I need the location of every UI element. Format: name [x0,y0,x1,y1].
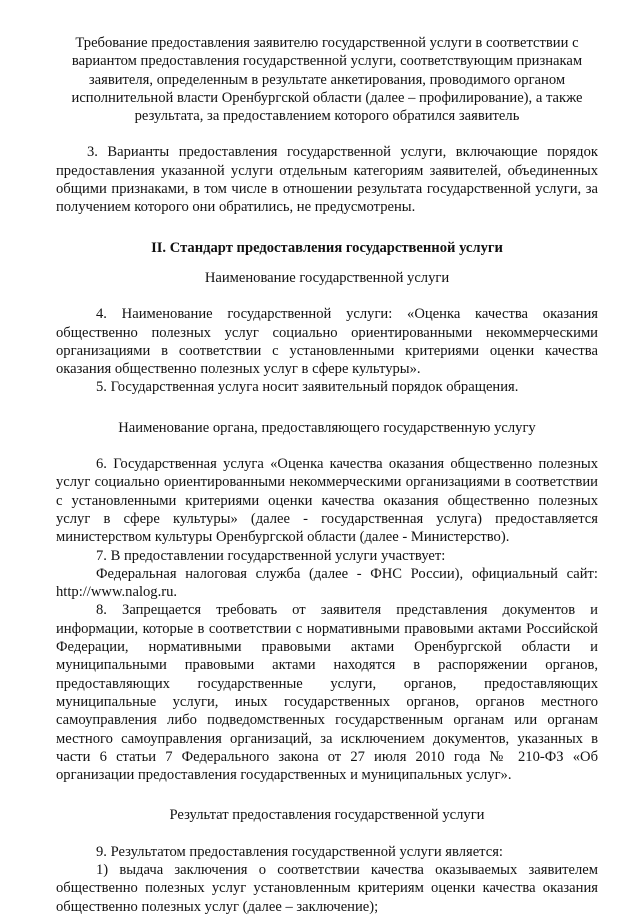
heading-organ: Наименование органа, предоставляющего государственную услугу [118,419,536,436]
heading-service-name: Наименование государственной услуги [204,269,450,286]
paragraph-9-item-1: 1) выдача заключения о соответствии качества оказываемых заявителем общественно полезных услуг установленным критериям оценки качества оказания общественно полезных услуг (далее – заключение); [56,861,598,915]
paragraph-3: 3. Варианты предоставления государственной услуги, включающие порядок предоставления указанной услуги отдельным категориям заявителей, объединенных общими признаками, в том числе в отношении результата государственной услуги, за получением которого они обратились, не предусмотрены. [56,144,598,216]
paragraph-7-detail: Федеральная налоговая служба (далее - ФНС России), официальный сайт: http://www.nalog.ru. [56,565,598,601]
section-2-title: II. Стандарт предоставления государственной услуги [151,239,503,256]
paragraph-4: 4. Наименование государственной услуги: «Оценка качества оказания общественно полезных услуг социально ориентированными некоммерческими организациями в соответствии с установленными критериями оценки качества оказания общественно полезных услуг в сфере культуры». [56,306,598,378]
paragraph-9: 9. Результатом предоставления государственной услуги является: [96,843,503,860]
paragraph-8: 8. Запрещается требовать от заявителя представления документов и информации, которые в соответствии с нормативными правовыми актами Российской Федерации, нормативными правовыми актами Оренбургской области и муниципальными правовыми актами находятся в распоряжении органов, предоставляющих государственные услуги, органов, предоставляющих муниципальные услуги, иных государственных органов, органов местного самоуправления либо подведомственных государственным органам или органам местного самоуправления организаций, за исключением документов, указанных в части 6 статьи 7 Федерального закона от 27 июля 2010 года № 210-ФЗ «Об организации предоставления государственных и муниципальных услуг». [56,602,598,784]
heading-result: Результат предоставления государственной услуги [169,807,485,824]
paragraph-7: 7. В предоставлении государственной услуги участвует: [96,547,446,564]
paragraph-6: 6. Государственная услуга «Оценка качества оказания общественно полезных услуг социально ориентированными некоммерческими организациями в соответствии с установленными критериями оценки качества оказания общественно полезных услуг в сфере культуры» (далее - государственная услуга) предоставляется министерством культуры Оренбургской области (далее - Министерство). [56,456,598,546]
requirement-intro: Требование предоставления заявителю государственной услуги в соответствии с вариантом предоставления государственной услуги, соответствующим признакам заявителя, определенным в результате анкетирования, проводимого органом исполнительной власти Оренбургской области (далее – профилирование), а также результата, за предоставлением которого обратился заявитель [71,35,583,125]
document-page [56,34,598,916]
paragraph-5: 5. Государственная услуга носит заявительный порядок обращения. [96,379,519,396]
